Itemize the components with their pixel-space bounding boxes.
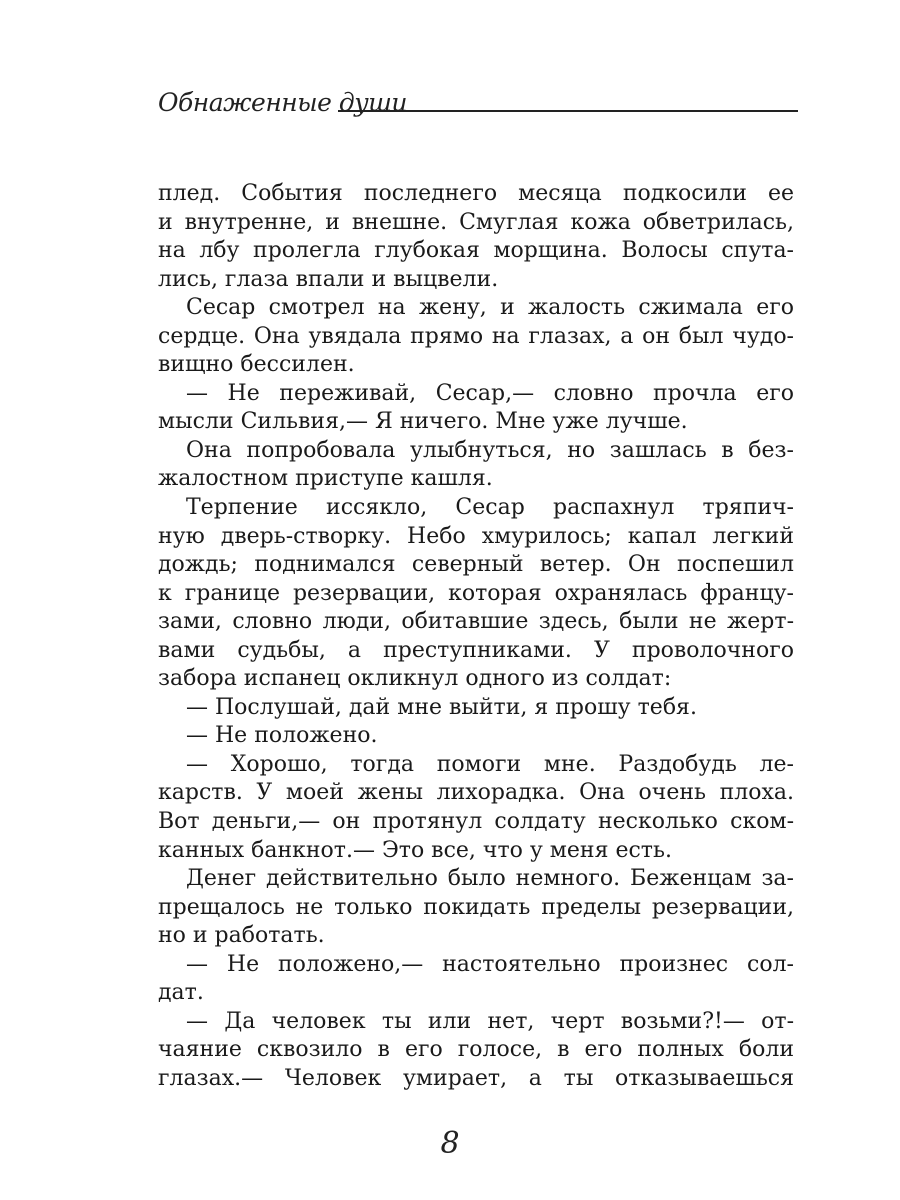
running-header-title: Обнаженные души	[158, 88, 408, 117]
text-line: жалостном приступе кашля.	[158, 466, 493, 492]
text-line: чаяние сквозило в его голосе, в его полных боли	[158, 1037, 794, 1063]
running-header	[158, 86, 798, 126]
text-line: — Не положено.	[186, 723, 378, 749]
text-line: лись, глаза впали и выцвели.	[158, 266, 499, 292]
text-line: к границе резервации, которая охранялась францу-	[158, 580, 794, 606]
text-line: и внутренне, и внешне. Смуглая кожа обветрилась,	[158, 209, 794, 235]
text-line: — Хорошо, тогда помоги мне. Раздобудь ле-	[186, 751, 794, 777]
body-text	[158, 180, 794, 1094]
text-line: Она попробовала улыбнуться, но зашлась в без-	[186, 437, 794, 463]
text-line: Денег действительно было немного. Беженцам за-	[186, 866, 794, 892]
text-line: — Послушай, дай мне выйти, я прошу тебя.	[186, 694, 697, 720]
text-line: вищно бессилен.	[158, 352, 355, 378]
text-line: Вот деньги,— он протянул солдату несколько ском-	[158, 809, 794, 835]
text-line: ную дверь-створку. Небо хмурилось; капал легкий	[158, 523, 794, 549]
text-line: на лбу пролегла глубокая морщина. Волосы спута-	[158, 238, 794, 264]
text-line: — Да человек ты или нет, черт возьми?!— от-	[186, 1008, 794, 1034]
text-line: — Не переживай, Сесар,— словно прочла его	[186, 380, 794, 406]
text-line: вами судьбы, а преступниками. У проволочного	[158, 637, 794, 663]
text-line: Терпение иссякло, Сесар распахнул тряпич-	[186, 495, 794, 521]
text-line: глазах.— Человек умирает, а ты отказываешься	[158, 1065, 794, 1091]
text-line: мысли Сильвия,— Я ничего. Мне уже лучше.	[158, 409, 688, 435]
header-rule	[338, 110, 798, 112]
text-line: канных банкнот.— Это все, что у меня есть.	[158, 837, 672, 863]
text-line: забора испанец окликнул одного из солдат:	[158, 666, 672, 692]
text-line: дат.	[158, 980, 204, 1006]
text-line: плед. События последнего месяца подкосили ее	[158, 181, 794, 206]
text-line: прещалось не только покидать пределы резервации,	[158, 894, 794, 920]
text-line: — Не положено,— настоятельно произнес сол-	[186, 951, 794, 977]
text-line: дождь; поднимался северный ветер. Он поспешил	[158, 552, 794, 578]
page-number: 8	[440, 1126, 460, 1161]
text-line: зами, словно люди, обитавшие здесь, были не жерт-	[158, 609, 794, 635]
text-line: Сесар смотрел на жену, и жалость сжимала его	[186, 295, 794, 321]
text-line: но и работать.	[158, 923, 325, 949]
text-line: карств. У моей жены лихорадка. Она очень плоха.	[158, 780, 794, 806]
text-line: сердце. Она увядала прямо на глазах, а он был чудо-	[158, 323, 794, 349]
